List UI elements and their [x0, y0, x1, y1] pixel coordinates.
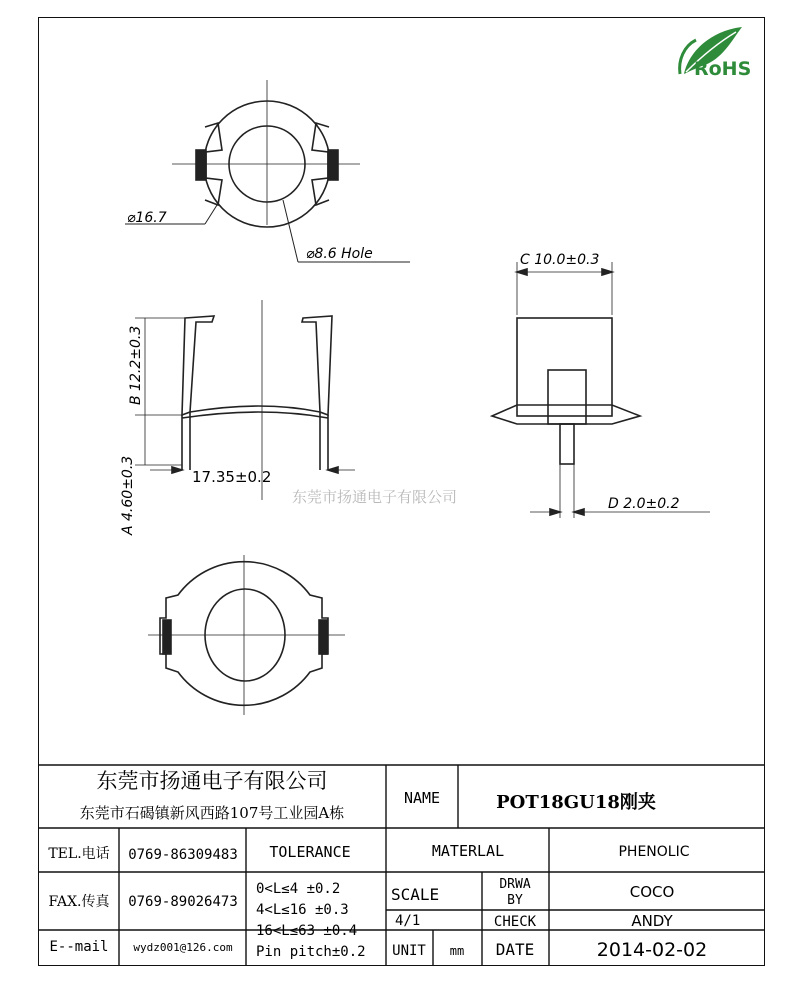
scale-value: 4/1: [395, 913, 421, 929]
watermark: 东莞市扬通电子有限公司: [292, 488, 458, 506]
drawn-label-1: DRWA: [499, 877, 531, 892]
tolerance-line-2: 4<L≤16 ±0.3: [256, 902, 349, 918]
hole-dimension: ⌀8.6 Hole: [306, 246, 373, 262]
rohs-text: RoHS: [694, 58, 752, 80]
part-name: POT18GU18刚夹: [496, 792, 656, 813]
width-dimension: 17.35±0.2: [192, 468, 272, 486]
c-dimension: C 10.0±0.3: [520, 252, 600, 268]
date-label: DATE: [495, 940, 535, 959]
email-value: wydz001@126.com: [133, 941, 233, 954]
tolerance-line-4: Pin pitch±0.2: [256, 944, 366, 960]
tel-value: 0769-86309483: [128, 847, 238, 863]
drawn-value: COCO: [629, 883, 675, 901]
email-label: E--mail: [49, 939, 109, 955]
d-dimension: D 2.0±0.2: [608, 496, 680, 512]
company-address: 东莞市石碣镇新风西路107号工业园A栋: [79, 804, 345, 822]
tolerance-line-1: 0<L≤4 ±0.2: [256, 881, 341, 897]
tolerance-label: TOLERANCE: [269, 843, 351, 861]
name-label: NAME: [403, 789, 441, 807]
top-view: [125, 80, 410, 262]
scale-label: SCALE: [391, 885, 440, 904]
material-value: PHENOLIC: [618, 844, 690, 860]
tel-label: TEL.电话: [48, 846, 110, 862]
rohs-logo: [680, 27, 752, 80]
drawn-label-2: BY: [507, 893, 523, 908]
unit-label: UNIT: [392, 943, 426, 959]
a-dimension: A 4.60±0.3: [120, 455, 136, 535]
check-label: CHECK: [493, 914, 537, 930]
unit-value: mm: [449, 944, 465, 958]
material-label: MATERLAL: [431, 842, 505, 860]
bottom-view: [148, 555, 345, 715]
date-value: 2014-02-02: [596, 939, 708, 961]
fax-label: FAX.传真: [48, 894, 110, 910]
side-view: [492, 262, 710, 518]
company-name: 东莞市扬通电子有限公司: [96, 769, 328, 793]
check-value: ANDY: [631, 912, 673, 930]
tolerance-line-3: 16<L≤63 ±0.4: [256, 923, 358, 939]
title-block-lines: [38, 765, 765, 966]
b-dimension: B 12.2±0.3: [128, 325, 144, 405]
od-dimension: ⌀16.7: [127, 210, 167, 226]
fax-value: 0769-89026473: [128, 894, 238, 910]
